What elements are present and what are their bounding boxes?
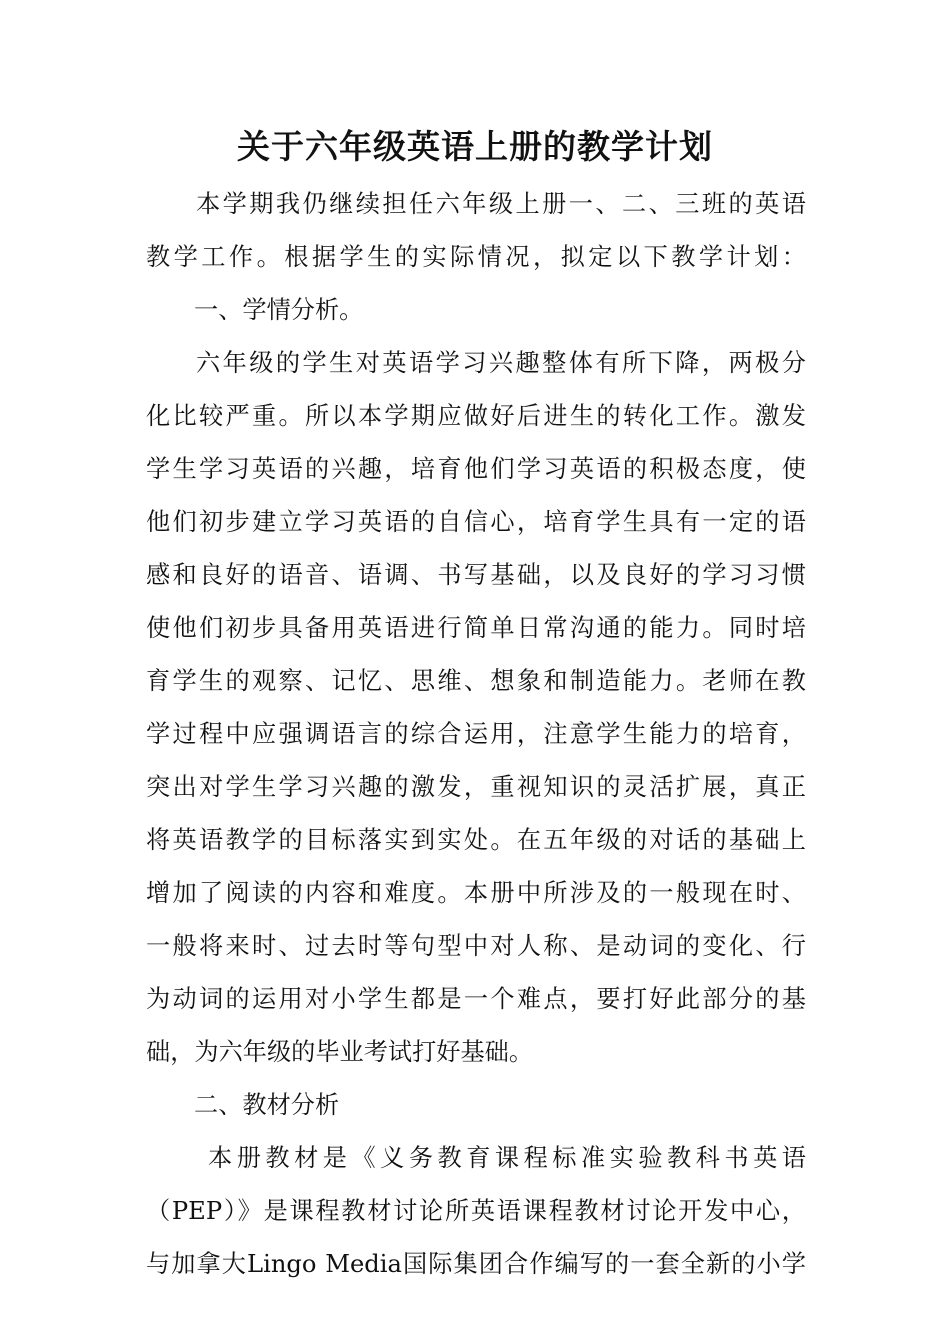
paragraph-line: 学过程中应强调语言的综合运用，注意学生能力的培育， — [146, 720, 806, 748]
paragraph-line: 学生学习英语的兴趣，培育他们学习英语的积极态度，使 — [146, 455, 806, 483]
paragraph-line: 本册教材是《义务教育课程标准实验教科书英语 — [208, 1144, 806, 1172]
paragraph-line: 感和良好的语音、语调、书写基础，以及良好的学习习惯 — [146, 561, 806, 589]
paragraph-line: 突出对学生学习兴趣的激发，重视知识的灵活扩展，真正 — [146, 773, 806, 801]
paragraph-line: 一般将来时、过去时等句型中对人称、是动词的变化、行 — [146, 932, 806, 960]
paragraph-line: 础，为六年级的毕业考试打好基础。 — [146, 1038, 534, 1066]
paragraph-line: （PEP）》是课程教材讨论所英语课程教材讨论开发中心， — [146, 1197, 806, 1225]
paragraph-line: 与加拿大Lingo Media国际集团合作编写的一套全新的小学 — [146, 1250, 806, 1278]
paragraph-line: 育学生的观察、记忆、思维、想象和制造能力。老师在教 — [146, 667, 806, 695]
paragraph-line: 教学工作。根据学生的实际情况，拟定以下教学计划： — [146, 243, 806, 271]
paragraph-line: 化比较严重。所以本学期应做好后进生的转化工作。激发 — [146, 402, 806, 430]
paragraph-line: 增加了阅读的内容和难度。本册中所涉及的一般现在时、 — [146, 879, 806, 907]
paragraph-line: 本学期我仍继续担任六年级上册一、二、三班的英语 — [196, 190, 806, 218]
document-body — [146, 178, 806, 1291]
paragraph-line: 他们初步建立学习英语的自信心，培育学生具有一定的语 — [146, 508, 806, 536]
paragraph-line: 为动词的运用对小学生都是一个难点，要打好此部分的基 — [146, 985, 806, 1013]
paragraph-line: 将英语教学的目标落实到实处。在五年级的对话的基础上 — [146, 826, 806, 854]
section-heading: 一、学情分析。 — [194, 296, 364, 324]
paragraph-line: 六年级的学生对英语学习兴趣整体有所下降，两极分 — [196, 349, 806, 377]
document-title: 关于六年级英语上册的教学计划 — [237, 127, 713, 166]
section-heading: 二、教材分析 — [194, 1091, 340, 1119]
paragraph-line: 使他们初步具备用英语进行简单日常沟通的能力。同时培 — [146, 614, 806, 642]
